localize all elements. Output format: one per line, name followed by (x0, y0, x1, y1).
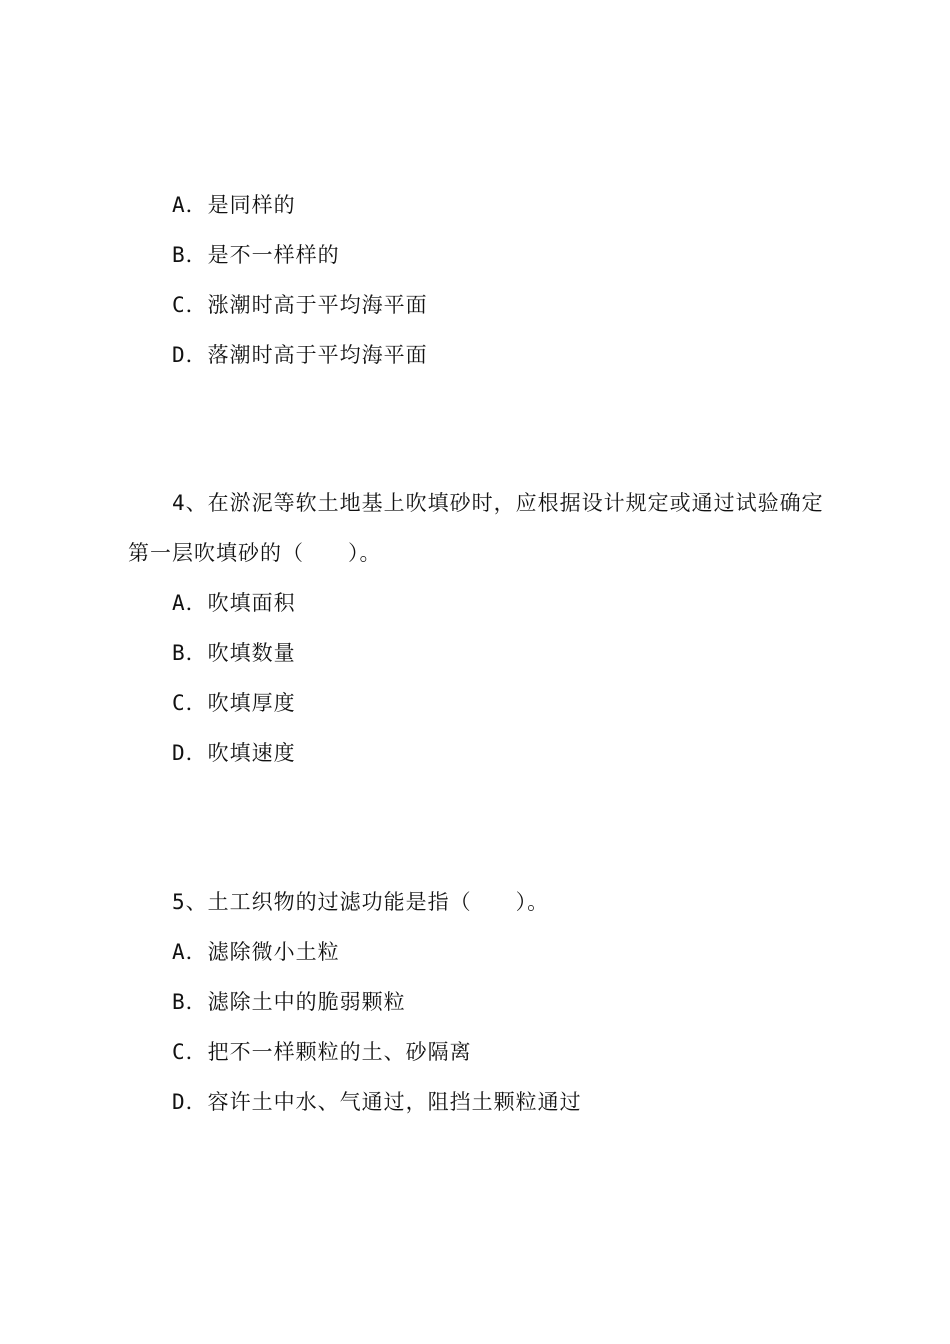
q4-stem-line1: 4、在淤泥等软土地基上吹填砂时，应根据设计规定或通过试验确定 (172, 491, 824, 515)
q3-option-d: D．落潮时高于平均海平面 (172, 343, 428, 367)
q4-option-a: A．吹填面积 (172, 591, 296, 615)
q5-option-b: B．滤除土中的脆弱颗粒 (172, 990, 406, 1014)
q4-option-c: C．吹填厚度 (172, 691, 296, 715)
q4-option-d: D．吹填速度 (172, 741, 296, 765)
q5-stem: 5、土工织物的过滤功能是指（ ）。 (172, 890, 550, 914)
q5-option-a: A．滤除微小土粒 (172, 940, 340, 964)
q5-option-d: D．容许土中水、气通过，阻挡土颗粒通过 (172, 1090, 582, 1114)
q3-option-c: C．涨潮时高于平均海平面 (172, 293, 428, 317)
q3-option-b: B．是不一样样的 (172, 243, 340, 267)
q4-stem-line2: 第一层吹填砂的（ ）。 (128, 541, 382, 565)
q5-option-c: C．把不一样颗粒的土、砂隔离 (172, 1040, 472, 1064)
q4-option-b: B．吹填数量 (172, 641, 296, 665)
q3-option-a: A．是同样的 (172, 193, 296, 217)
